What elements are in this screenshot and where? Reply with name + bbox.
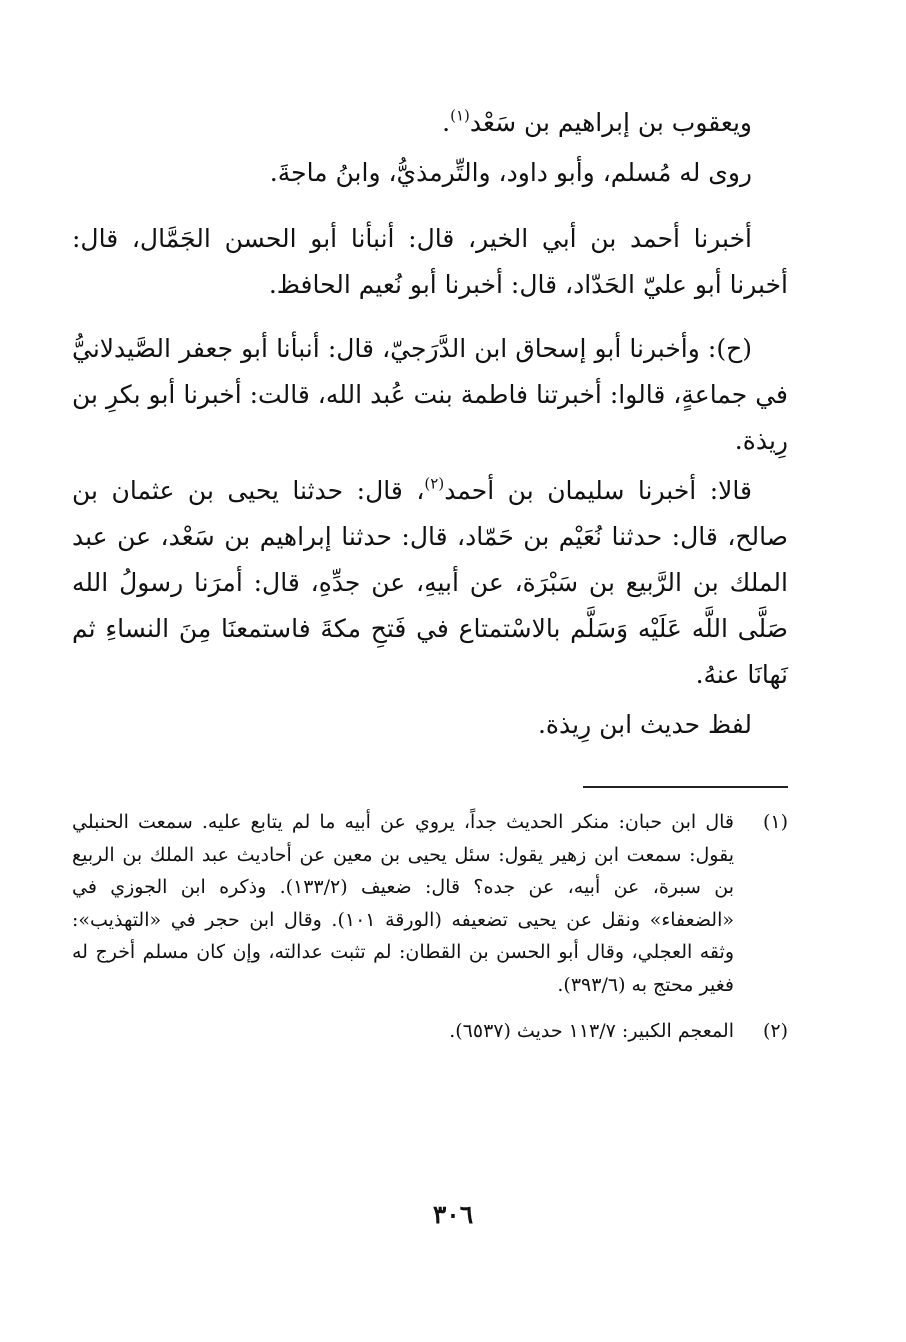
paragraph-6: لفظ حديث ابن رِيذة. [537, 710, 752, 739]
paragraph-5 [72, 468, 788, 698]
paragraph-1 [72, 100, 788, 146]
page-number: ٣٠٦ [432, 1200, 474, 1229]
footnote-2 [72, 1015, 788, 1048]
paragraph-4: (ح): وأخبرنا أبو إسحاق ابن الدَّرَجيّ، قال: أنبأنا أبو جعفر الصَّيدلانيُّ في جماعةٍ، قالوا: أخبرتنا فاطمة بنت عُبد الله، قالت: أخبرنا أبو بكرِ بن رِيذة. [72, 334, 788, 455]
footnote-ref-1: (١) [450, 106, 470, 125]
footnote-1 [72, 806, 788, 1001]
page-content [72, 100, 788, 1048]
paragraph-1-text: ويعقوب بن إبراهيم بن سَعْد [469, 108, 752, 137]
paragraph-5-rest: ، قال: حدثنا يحيى بن عثمان بن صالح، قال: حدثنا نُعَيْم بن حَمّاد، قال: حدثنا إبراهيم بن سَعْد، عن عبد الملك بن الرَّبيع بن سَبْرَة، عن أبيهِ، عن جدِّهِ، قال: أمرَنا رسولُ الله صَلَّى اللَّه عَلَيْه وَسَلَّم بالاسْتمتاع في فَتحِ مكةَ فاستمعنَا مِنَ النساءِ ثم نَهانَا عنهُ. [72, 476, 789, 689]
main-text [72, 100, 788, 748]
footnote-2-text: المعجم الكبير: ١١٣/٧ حديث (٦٥٣٧). [449, 1020, 734, 1042]
paragraph-2: روى له مُسلم، وأبو داود، والتِّرمذيُّ، وابنُ ماجةَ. [269, 158, 752, 187]
footnotes [72, 806, 788, 1048]
paragraph-1-end: . [442, 108, 451, 137]
paragraph-3: أخبرنا أحمد بن أبي الخير، قال: أنبأنا أبو الحسن الجَمَّال، قال: أخبرنا أبو عليّ الحَدّاد، قال: أخبرنا أبو نُعيم الحافظ. [72, 224, 788, 299]
footnote-ref-2: (٢) [424, 474, 445, 493]
footnote-1-number: (١) [762, 811, 788, 833]
footnote-2-number: (٢) [762, 1020, 788, 1042]
footnote-separator [583, 786, 788, 788]
footnote-1-text: قال ابن حبان: منكر الحديث جداً، يروي عن أبيه ما لم يتابع عليه. سمعت الحنبلي يقول: سمعت ابن زهير يقول: سئل يحيى بن معين عن أحاديث عبد الملك بن الربيع بن سبرة، عن أبيه، عن جده؟ قال: ضعيف (١٣٣/٢). وذكره ابن الجوزي في «الضعفاء» ونقل عن يحيى تضعيفه (الورقة ١٠١). وقال ابن حجر في «التهذيب»: وثقه العجلي، وقال أبو الحسن بن القطان: لم تثبت عدالته، وإن كان مسلم أخرج له فغير محتج به (٣٩٣/٦). [72, 811, 735, 996]
paragraph-5-start: قالا: أخبرنا سليمان بن أحمد [444, 476, 752, 505]
